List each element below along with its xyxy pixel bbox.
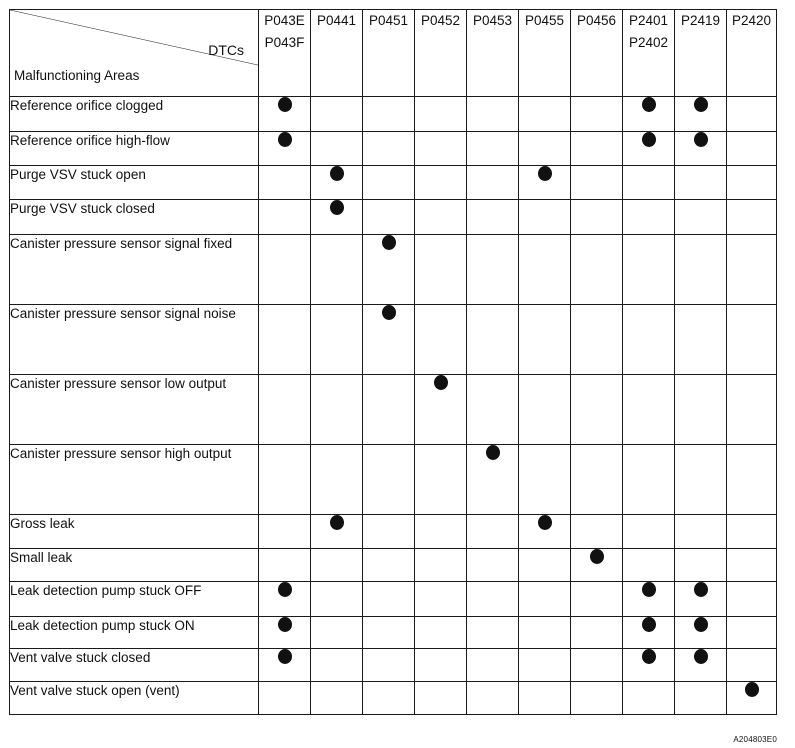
matrix-cell [727, 515, 777, 549]
table-row [10, 375, 777, 445]
matrix-cell [259, 682, 311, 715]
applicable-dot-icon [382, 235, 396, 250]
matrix-cell [623, 617, 675, 649]
matrix-cell [467, 305, 519, 375]
malfunction-area-label: Purge VSV stuck open [10, 166, 259, 200]
matrix-cell [675, 649, 727, 682]
dtc-column-header [363, 10, 415, 97]
matrix-cell [311, 375, 363, 445]
matrix-cell [571, 375, 623, 445]
matrix-cell [623, 305, 675, 375]
dtc-column-header [623, 10, 675, 97]
matrix-cell [467, 375, 519, 445]
table-row [10, 132, 777, 166]
matrix-cell [311, 617, 363, 649]
matrix-cell [363, 682, 415, 715]
applicable-dot-icon [694, 132, 708, 147]
malfunction-area-label: Canister pressure sensor signal fixed [10, 235, 259, 305]
matrix-cell [727, 375, 777, 445]
matrix-cell [675, 375, 727, 445]
matrix-cell [311, 166, 363, 200]
applicable-dot-icon [278, 617, 292, 632]
matrix-cell [727, 235, 777, 305]
applicable-dot-icon [694, 582, 708, 597]
matrix-cell [311, 582, 363, 617]
dtc-code-label: P043F [264, 35, 305, 50]
malfunction-area-label: Gross leak [10, 515, 259, 549]
matrix-cell [363, 649, 415, 682]
matrix-cell [467, 649, 519, 682]
matrix-cell [311, 445, 363, 515]
matrix-cell [623, 166, 675, 200]
matrix-cell [415, 549, 467, 582]
dtc-matrix-table [9, 9, 777, 715]
applicable-dot-icon [590, 549, 604, 564]
applicable-dot-icon [694, 649, 708, 664]
malfunction-area-label: Reference orifice high-flow [10, 132, 259, 166]
matrix-cell [675, 235, 727, 305]
applicable-dot-icon [278, 132, 292, 147]
matrix-cell [571, 166, 623, 200]
matrix-cell [675, 617, 727, 649]
malfunction-area-label: Vent valve stuck closed [10, 649, 259, 682]
matrix-cell [363, 515, 415, 549]
matrix-cell [519, 200, 571, 235]
matrix-cell [675, 549, 727, 582]
matrix-cell [623, 200, 675, 235]
malfunction-area-label: Leak detection pump stuck OFF [10, 582, 259, 617]
matrix-cell [259, 582, 311, 617]
matrix-cell [675, 515, 727, 549]
matrix-cell [259, 375, 311, 445]
malfunction-area-label: Small leak [10, 549, 259, 582]
matrix-cell [311, 549, 363, 582]
matrix-cell [259, 549, 311, 582]
applicable-dot-icon [330, 166, 344, 181]
dtc-column-header [727, 10, 777, 97]
matrix-cell [467, 97, 519, 132]
matrix-cell [311, 132, 363, 166]
matrix-cell [259, 235, 311, 305]
matrix-cell [363, 617, 415, 649]
matrix-cell [415, 682, 467, 715]
dtc-code-label: P0452 [420, 13, 461, 28]
matrix-cell [675, 582, 727, 617]
matrix-cell [415, 515, 467, 549]
dtc-code-label: P2402 [628, 35, 669, 50]
matrix-cell [415, 305, 467, 375]
matrix-cell [727, 617, 777, 649]
dtc-code-label: P0456 [576, 13, 617, 28]
matrix-cell [727, 200, 777, 235]
dtc-code-label: P0451 [368, 13, 409, 28]
applicable-dot-icon [330, 515, 344, 530]
matrix-cell [675, 445, 727, 515]
header-row [10, 10, 777, 97]
table-row [10, 445, 777, 515]
matrix-cell [363, 445, 415, 515]
matrix-cell [519, 97, 571, 132]
matrix-cell [519, 617, 571, 649]
applicable-dot-icon [642, 582, 656, 597]
applicable-dot-icon [278, 97, 292, 112]
matrix-cell [571, 515, 623, 549]
matrix-cell [727, 549, 777, 582]
matrix-cell [727, 682, 777, 715]
matrix-cell [259, 445, 311, 515]
matrix-cell [311, 305, 363, 375]
matrix-cell [623, 235, 675, 305]
malfunction-area-label: Canister pressure sensor high output [10, 445, 259, 515]
matrix-cell [259, 97, 311, 132]
matrix-cell [467, 682, 519, 715]
dtc-column-header [467, 10, 519, 97]
matrix-cell [519, 305, 571, 375]
malfunction-area-label: Canister pressure sensor signal noise [10, 305, 259, 375]
matrix-cell [415, 166, 467, 200]
applicable-dot-icon [278, 582, 292, 597]
table-row [10, 305, 777, 375]
matrix-cell [311, 97, 363, 132]
matrix-cell [519, 375, 571, 445]
matrix-cell [519, 515, 571, 549]
matrix-cell [623, 132, 675, 166]
matrix-cell [415, 617, 467, 649]
matrix-cell [727, 445, 777, 515]
matrix-cell [571, 617, 623, 649]
matrix-cell [519, 132, 571, 166]
table-row [10, 200, 777, 235]
matrix-cell [363, 166, 415, 200]
figure-id: A204803E0 [733, 735, 777, 744]
matrix-cell [467, 445, 519, 515]
matrix-cell [675, 97, 727, 132]
table-row [10, 649, 777, 682]
matrix-cell [363, 582, 415, 617]
matrix-cell [467, 166, 519, 200]
matrix-cell [727, 305, 777, 375]
applicable-dot-icon [745, 682, 759, 697]
applicable-dot-icon [486, 445, 500, 460]
matrix-cell [259, 132, 311, 166]
matrix-cell [675, 132, 727, 166]
malfunction-area-label: Canister pressure sensor low output [10, 375, 259, 445]
matrix-cell [571, 132, 623, 166]
dtc-code-label: P043E [264, 13, 305, 28]
dtcs-heading: DTCs [208, 42, 244, 58]
matrix-cell [467, 549, 519, 582]
matrix-cell [467, 235, 519, 305]
matrix-cell [259, 305, 311, 375]
matrix-cell [467, 617, 519, 649]
applicable-dot-icon [642, 617, 656, 632]
applicable-dot-icon [642, 649, 656, 664]
matrix-cell [363, 549, 415, 582]
table-row [10, 617, 777, 649]
matrix-cell [571, 549, 623, 582]
matrix-cell [519, 445, 571, 515]
matrix-cell [415, 97, 467, 132]
matrix-cell [519, 649, 571, 682]
dtc-column-header [571, 10, 623, 97]
matrix-cell [363, 132, 415, 166]
matrix-cell [623, 549, 675, 582]
applicable-dot-icon [538, 166, 552, 181]
dtc-column-header [311, 10, 363, 97]
applicable-dot-icon [694, 617, 708, 632]
dtc-column-header [415, 10, 467, 97]
malfunction-area-label: Leak detection pump stuck ON [10, 617, 259, 649]
malfunction-area-label: Purge VSV stuck closed [10, 200, 259, 235]
matrix-cell [727, 132, 777, 166]
dtc-code-label: P2419 [680, 13, 721, 28]
table-row [10, 515, 777, 549]
matrix-cell [259, 200, 311, 235]
matrix-cell [623, 445, 675, 515]
matrix-cell [311, 235, 363, 305]
matrix-cell [675, 305, 727, 375]
matrix-cell [571, 305, 623, 375]
matrix-cell [623, 515, 675, 549]
matrix-cell [415, 132, 467, 166]
matrix-cell [727, 166, 777, 200]
matrix-cell [571, 682, 623, 715]
matrix-cell [363, 305, 415, 375]
dtc-code-label: P2420 [731, 13, 772, 28]
dtc-code-label: P0455 [524, 13, 565, 28]
matrix-cell [467, 200, 519, 235]
table-row [10, 582, 777, 617]
matrix-cell [519, 235, 571, 305]
matrix-cell [311, 649, 363, 682]
matrix-cell [363, 375, 415, 445]
matrix-cell [571, 97, 623, 132]
matrix-cell [675, 200, 727, 235]
corner-header-cell [10, 10, 259, 97]
matrix-cell [415, 235, 467, 305]
matrix-cell [519, 166, 571, 200]
matrix-cell [727, 582, 777, 617]
dtc-code-label: P0441 [316, 13, 357, 28]
dtc-column-header [259, 10, 311, 97]
matrix-cell [571, 649, 623, 682]
table-row [10, 166, 777, 200]
matrix-cell [311, 200, 363, 235]
table-row [10, 235, 777, 305]
matrix-cell [415, 582, 467, 617]
table-row [10, 682, 777, 715]
matrix-cell [519, 682, 571, 715]
matrix-cell [623, 375, 675, 445]
malfunctioning-areas-heading: Malfunctioning Areas [14, 68, 140, 83]
matrix-cell [571, 200, 623, 235]
matrix-cell [675, 166, 727, 200]
applicable-dot-icon [642, 132, 656, 147]
table-row [10, 549, 777, 582]
applicable-dot-icon [278, 649, 292, 664]
matrix-cell [623, 97, 675, 132]
matrix-cell [571, 235, 623, 305]
matrix-cell [363, 97, 415, 132]
malfunction-area-label: Reference orifice clogged [10, 97, 259, 132]
matrix-cell [467, 515, 519, 549]
matrix-cell [675, 682, 727, 715]
matrix-cell [727, 97, 777, 132]
dtc-column-header [675, 10, 727, 97]
matrix-cell [259, 166, 311, 200]
applicable-dot-icon [382, 305, 396, 320]
matrix-cell [519, 582, 571, 617]
applicable-dot-icon [538, 515, 552, 530]
matrix-cell [623, 649, 675, 682]
matrix-cell [623, 682, 675, 715]
matrix-cell [311, 515, 363, 549]
applicable-dot-icon [330, 200, 344, 215]
applicable-dot-icon [694, 97, 708, 112]
matrix-cell [259, 649, 311, 682]
dtc-column-header [519, 10, 571, 97]
matrix-cell [415, 375, 467, 445]
matrix-cell [363, 235, 415, 305]
matrix-cell [259, 515, 311, 549]
dtc-code-label: P0453 [472, 13, 513, 28]
matrix-cell [467, 132, 519, 166]
matrix-cell [363, 200, 415, 235]
table-row [10, 97, 777, 132]
matrix-cell [467, 582, 519, 617]
matrix-cell [727, 649, 777, 682]
matrix-cell [623, 582, 675, 617]
matrix-cell [415, 649, 467, 682]
matrix-cell [571, 445, 623, 515]
applicable-dot-icon [434, 375, 448, 390]
matrix-cell [259, 617, 311, 649]
matrix-cell [415, 445, 467, 515]
matrix-cell [571, 582, 623, 617]
matrix-cell [311, 682, 363, 715]
malfunction-area-label: Vent valve stuck open (vent) [10, 682, 259, 715]
dtc-code-label: P2401 [628, 13, 669, 28]
matrix-cell [415, 200, 467, 235]
applicable-dot-icon [642, 97, 656, 112]
matrix-cell [519, 549, 571, 582]
